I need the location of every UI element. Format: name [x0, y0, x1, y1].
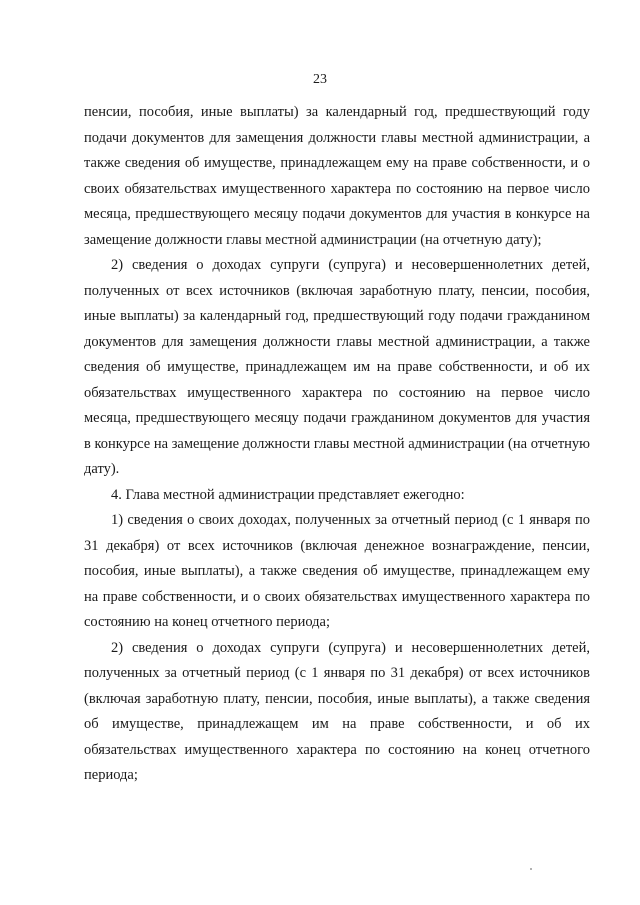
paragraph-section-4-heading: 4. Глава местной администрации представляет ежегодно:: [111, 486, 465, 503]
paragraph-spouse-income-candidate: 2) сведения о доходах супруги (супруга) и несовершеннолетних детей, полученных от всех источников (включая заработную плату, пенсии, пособия, иные выплаты) за календарный год, предшествующий году подачи гражданином документов для замещения должности главы местной администрации, а также сведения об имуществе, принадлежащем им на праве собственности, и об их обязательствах имущественного характера по состоянию на первое число месяца, предшествующего месяцу подачи гражданином документов для участия в конкурсе на замещение должности главы местной администрации (на отчетную дату).: [84, 257, 590, 477]
paragraph-spouse-income-annual: 2) сведения о доходах супруги (супруга) и несовершеннолетних детей, полученных за отчетный период (с 1 января по 31 декабря) от всех источников (включая заработную плату, пенсии, пособия, иные выплаты), а также сведения об имуществе, принадлежащем им на праве собственности, и об их обязательствах имущественного характера по состоянию на конец отчетного периода;: [84, 639, 590, 783]
paragraph-continuation: пенсии, пособия, иные выплаты) за календарный год, предшествующий году подачи документов для замещения должности главы местной администрации, а также сведения об имуществе, принадлежащем ему на праве собственности, и о своих обязательствах имущественного характера по состоянию на первое число месяца, предшествующего месяцу подачи документов для участия в конкурсе на замещение должности главы местной администрации (на отчетную дату);: [84, 104, 590, 248]
document-body: [84, 100, 590, 789]
page-number: 23: [313, 72, 327, 87]
paragraph-own-income-annual: 1) сведения о своих доходах, полученных за отчетный период (с 1 января по 31 декабря) от всех источников (включая денежное вознаграждение, пенсии, пособия, иные выплаты), а также сведения об имуществе, принадлежащем ему на праве собственности, и о своих обязательствах имущественного характера по состоянию на конец отчетного периода;: [84, 512, 590, 630]
scan-speck: [530, 868, 532, 870]
